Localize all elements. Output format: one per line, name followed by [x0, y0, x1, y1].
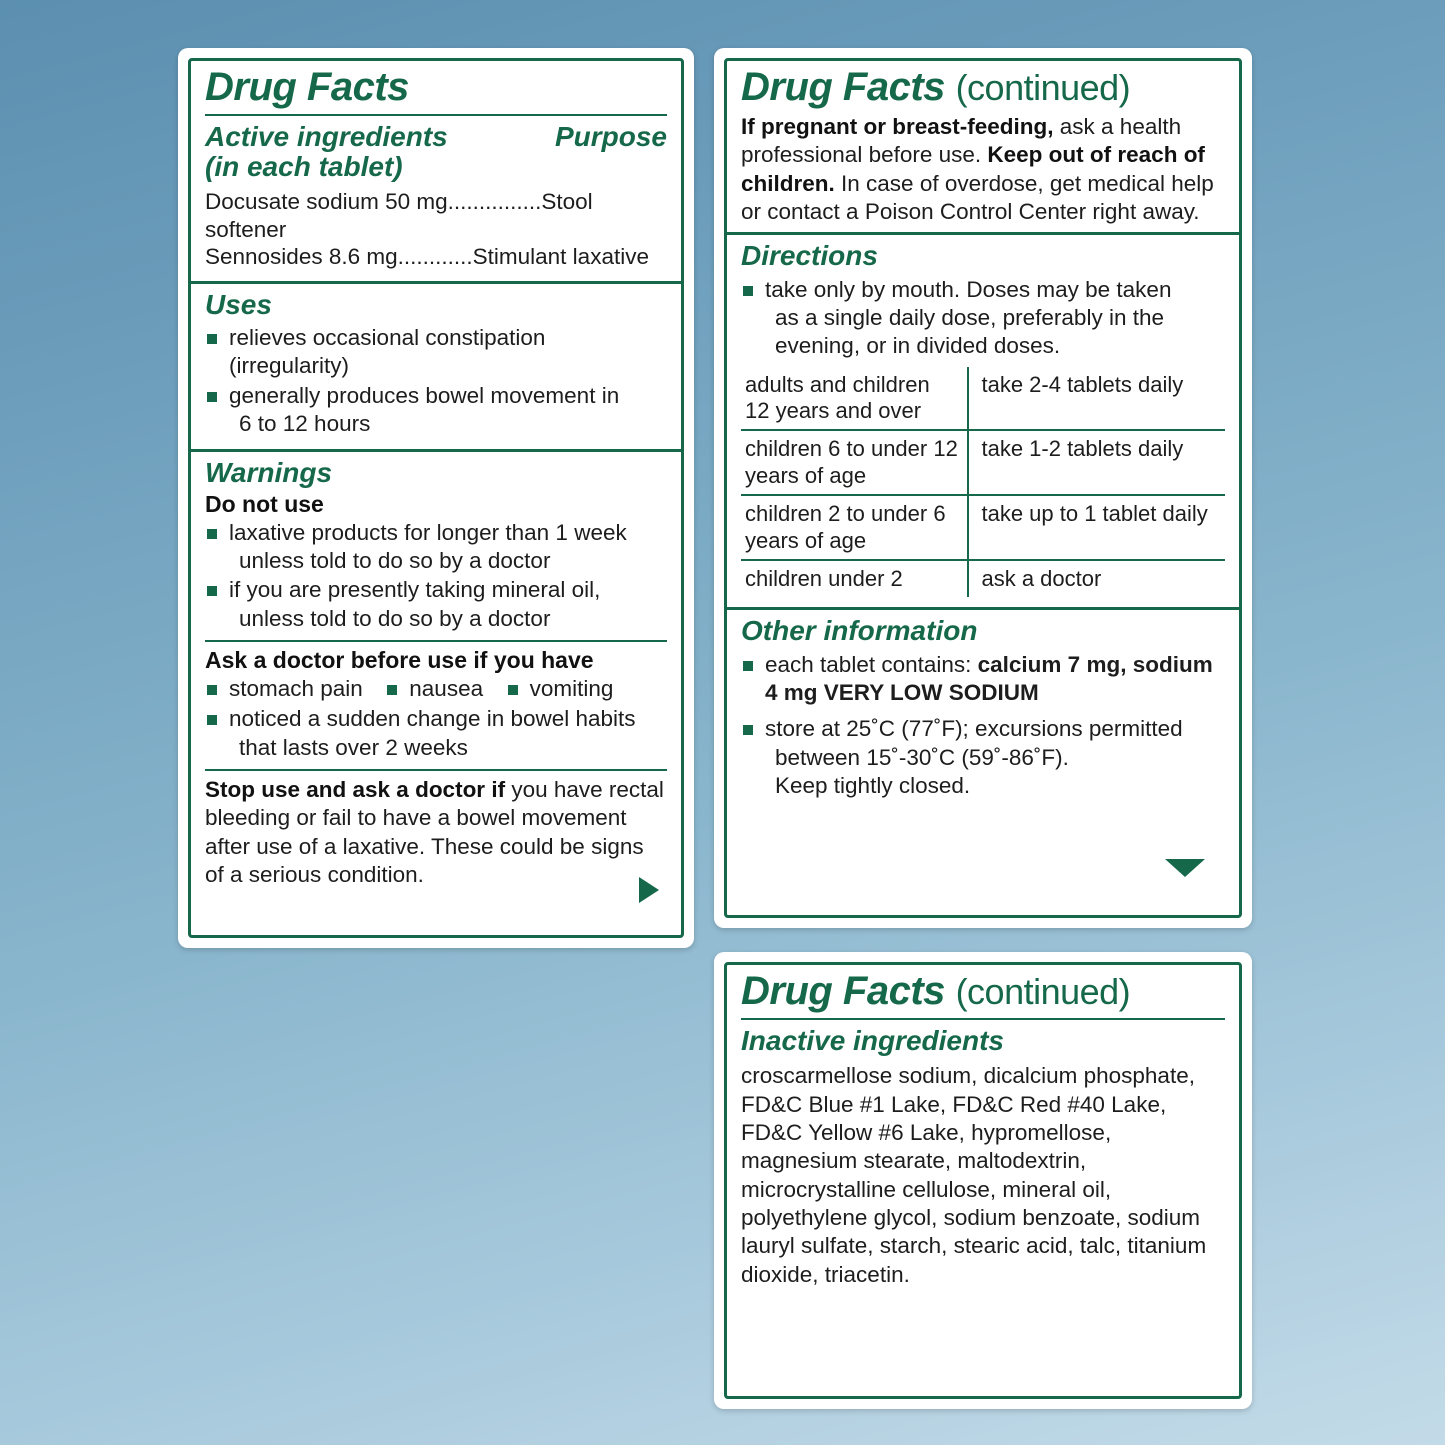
dosage-amount: take 2-4 tablets daily [968, 367, 1225, 431]
table-row [741, 430, 1225, 495]
directions-item-indent: as a single daily dose, preferably in the evening, or in divided doses. [775, 304, 1164, 359]
list-item [205, 675, 381, 703]
arrow-right-icon [639, 877, 659, 903]
do-not-use-item-text: laxative products for longer than 1 week [229, 519, 627, 545]
pregnancy-text-2: In case of overdose, get medical help or contact a Poison Control Center right away. [741, 170, 1214, 225]
panel-1-border [188, 58, 684, 938]
ask-doctor-item-indent: that lasts over 2 weeks [239, 734, 468, 760]
drug-facts-panel-2 [714, 48, 1252, 928]
table-row [741, 495, 1225, 560]
dosage-amount: take 1-2 tablets daily [968, 430, 1225, 495]
list-item [205, 576, 667, 633]
pregnancy-bold-1: If pregnant or breast-feeding, [741, 114, 1054, 139]
page-title-main: Drug Facts [741, 65, 945, 109]
list-item [205, 324, 667, 381]
panel-2-title-section [727, 61, 1239, 235]
warnings-divider [205, 640, 667, 642]
ask-doctor-label: Ask a doctor before use if you have [205, 647, 594, 673]
list-item [741, 276, 1225, 361]
uses-heading: Uses [205, 288, 272, 320]
table-row [741, 367, 1225, 431]
active-ingredients-sublabel: (in each tablet) [205, 151, 403, 183]
do-not-use-item-text: if you are presently taking mineral oil, [229, 577, 601, 603]
uses-section [191, 284, 681, 453]
dosage-amount: take up to 1 tablet daily [968, 495, 1225, 560]
ask-doctor-list [205, 674, 667, 762]
symptom-text: nausea [409, 676, 484, 701]
dosage-group: children under 2 [741, 560, 968, 597]
dosage-table [741, 367, 1225, 598]
storage-line-2: between 15˚-30˚C (59˚-86˚F). [775, 744, 1069, 770]
storage-line-1: store at 25˚C (77˚F); excursions permitted [765, 716, 1183, 742]
active-ingredient-line: Docusate sodium 50 mg...............Stool softener [205, 189, 593, 242]
pregnancy-text-1: ask a health professional before use. [741, 114, 1182, 168]
dosage-group: adults and children 12 years and over [741, 367, 968, 431]
pregnancy-paragraph [741, 113, 1225, 226]
stop-use-text: you have rectal bleeding or fail to have a bowel movement after use of a laxative. These could be signs of a serious condition. [205, 777, 664, 888]
active-ingredient-line: Sennosides 8.6 mg............Stimulant laxative [205, 244, 649, 270]
panel-2-border [724, 58, 1242, 918]
do-not-use-list [205, 519, 667, 633]
list-item [741, 651, 1225, 708]
uses-item-indent: 6 to 12 hours [239, 411, 371, 437]
symptom-text: vomiting [529, 676, 614, 701]
page-title-continued-label: (continued) [955, 971, 1131, 1012]
other-information-heading: Other information [741, 615, 978, 647]
panel-3-title-section [727, 965, 1239, 1011]
dosage-amount: ask a doctor [981, 565, 1102, 591]
other-information-list [741, 651, 1225, 801]
stop-use-bold: Stop use and ask a doctor if [205, 777, 506, 803]
tablet-contains-prefix: each tablet contains: [765, 651, 978, 677]
inactive-ingredients-heading: Inactive ingredients [741, 1025, 1004, 1056]
warnings-heading: Warnings [205, 457, 333, 489]
list-item [205, 519, 667, 576]
panel-1-title-section [191, 61, 681, 107]
directions-heading: Directions [741, 240, 878, 272]
list-item [385, 675, 501, 703]
page-title-continued [741, 67, 1225, 107]
inactive-ingredients-section [727, 1020, 1239, 1396]
directions-item-text: take only by mouth. Doses may be taken [765, 276, 1172, 302]
inactive-ingredients-text: croscarmellose sodium, dicalcium phosphate, FD&C Blue #1 Lake, FD&C Red #40 Lake, FD&C Yellow #6 Lake, hypromellose, magnesium stearate, maltodextrin, microcrystalline cellulose, mineral oil, polyethylene glycol, sodium benzoate, sodium lauryl sulfate, starch, stearic acid, talc, titanium dioxide, triacetin. [741, 1063, 1207, 1287]
list-item [506, 675, 614, 703]
page-title-continued-label: (continued) [955, 67, 1131, 108]
do-not-use-item-indent: unless told to do so by a doctor [239, 547, 551, 573]
page-title-main: Drug Facts [741, 969, 945, 1013]
other-information-section [727, 610, 1239, 915]
arrow-down-icon [1165, 859, 1205, 877]
dosage-group: children 6 to under 12 years of age [741, 430, 968, 495]
uses-list [205, 324, 667, 438]
symptom-text: stomach pain [229, 676, 363, 701]
do-not-use-item-indent: unless told to do so by a doctor [239, 605, 551, 631]
tablet-contains-values: calcium 7 mg, sodium 4 mg VERY LOW SODIUM [765, 651, 1213, 705]
storage-line-3: Keep tightly closed. [775, 772, 971, 798]
dosage-group: children 2 to under 6 years of age [741, 495, 968, 560]
pregnancy-bold-2: Keep out of reach of children. [741, 142, 1205, 196]
active-ingredients-label: Active ingredients [205, 121, 448, 152]
list-item [205, 705, 667, 762]
do-not-use-label: Do not use [205, 490, 324, 517]
uses-item-text: generally produces bowel movement in [229, 382, 620, 408]
drug-facts-panel-3 [714, 952, 1252, 1409]
uses-item-text: relieves occasional constipation (irregularity) [229, 325, 546, 379]
table-row [741, 560, 1225, 597]
ask-doctor-item-text: noticed a sudden change in bowel habits [229, 706, 636, 732]
active-ingredients-section [191, 116, 681, 284]
active-ingredients-heading [205, 122, 448, 182]
stop-use-divider [205, 769, 667, 771]
list-item [741, 715, 1225, 800]
directions-list [741, 276, 1225, 361]
stop-use-paragraph [205, 776, 667, 889]
warnings-section [191, 452, 681, 935]
list-item [205, 382, 667, 439]
purpose-label: Purpose [554, 121, 667, 152]
page-title-continued [741, 971, 1225, 1011]
panel-3-border [724, 962, 1242, 1399]
directions-section [727, 235, 1239, 610]
drug-facts-panel-1 [178, 48, 694, 948]
active-ingredients-heading-row [205, 122, 667, 182]
page-title: Drug Facts [205, 65, 409, 109]
